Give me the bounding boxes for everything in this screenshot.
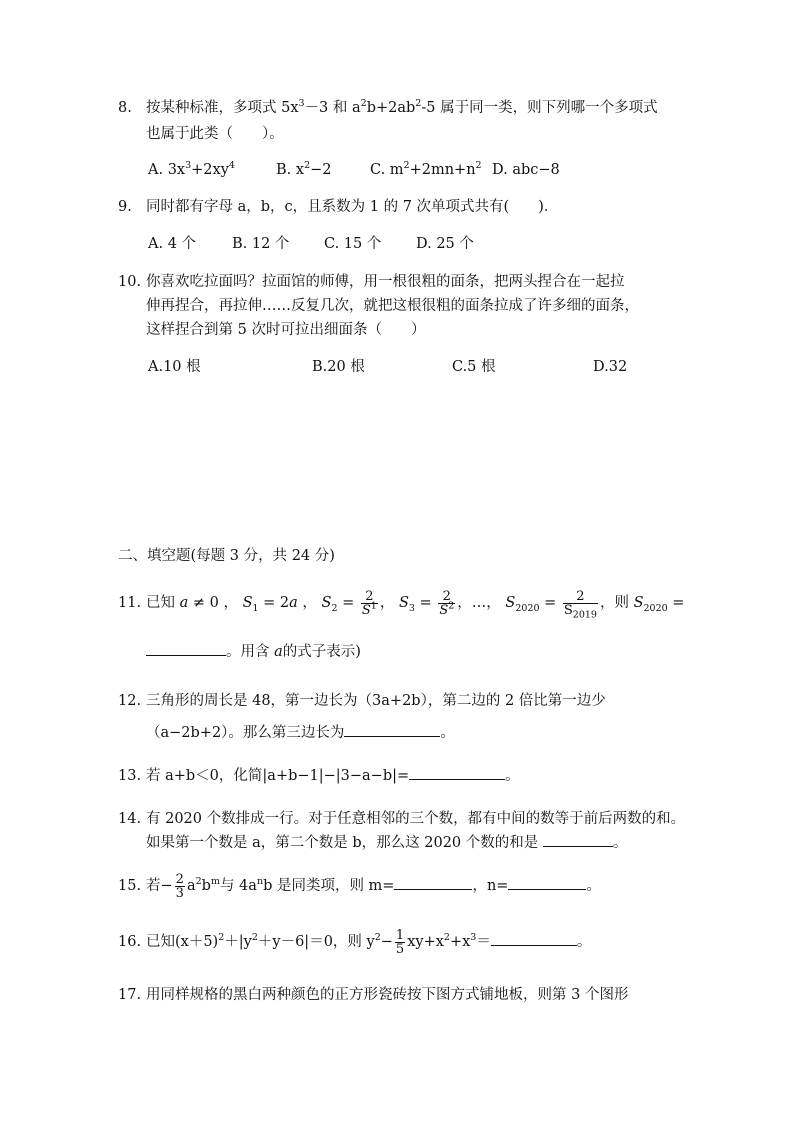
- question-14-line-1: 有 2020 个数排成一行。对于任意相邻的三个数，都有中间的数等于前后两数的和。: [146, 811, 686, 827]
- section-title: 二、填空题(每题 3 分，共 24 分): [118, 548, 335, 564]
- question-number: 15.: [118, 878, 142, 894]
- question-number: 8.: [118, 100, 132, 116]
- option-b: B.20 根: [312, 359, 365, 375]
- question-number: 14.: [118, 811, 142, 827]
- question-number: 10.: [118, 274, 142, 290]
- question-14-line-2: 如果第一个数是 a，第二个数是 b，那么这 2020 个数的和是 。: [146, 835, 628, 851]
- question-number: 11.: [118, 595, 142, 611]
- option-c: C.5 根: [452, 359, 496, 375]
- answer-blank[interactable]: [146, 654, 226, 656]
- fraction: $\frac{2}{S^2}$: [439, 588, 455, 618]
- question-12-line-1: 三角形的周长是 48，第一边长为（3a+2b），第二边的 2 倍比第一边少: [146, 693, 606, 709]
- question-number: 12.: [118, 693, 142, 709]
- answer-blank[interactable]: [491, 944, 577, 946]
- option-a: A.10 根: [148, 359, 201, 375]
- question-number: 16.: [118, 934, 142, 950]
- question-number: 13.: [118, 768, 142, 784]
- option-a: A. 4 个: [148, 236, 197, 252]
- question-10-line-3: 这样捏合到第 5 次时可拉出细面条（ ）: [146, 322, 426, 338]
- question-10-line-1: 你喜欢吃拉面吗？拉面馆的师傅，用一根很粗的面条，把两头捏合在一起拉: [146, 274, 625, 290]
- question-number: 17.: [118, 987, 142, 1003]
- question-8-line-2: 也属于此类（ ）。: [146, 126, 284, 142]
- answer-blank-n[interactable]: [508, 888, 586, 890]
- option-d: D.32: [593, 359, 628, 375]
- option-d: D. 25 个: [416, 236, 474, 252]
- answer-blank[interactable]: [409, 778, 505, 780]
- question-number: 9.: [118, 199, 132, 215]
- fraction: $\frac{2}{S_{2019}}$: [563, 588, 597, 621]
- question-8-line-1: 按某种标准，多项式 $5x^3-3$ 和 $a^2b+2ab^2-5$ 属于同一类，则下列哪一个多项式: [146, 98, 658, 116]
- question-11-line-1: 已知 a ≠ 0 ， $S_1 = 2a$ ， $S_2$ = $\frac{2}{S^1}$ ， $S_3$ = $\frac{2}{S^2}$ ，…， $S_{2020}$ = $\frac{2}{S_{2019}}$ ，则 $S_{2020}$ =: [146, 588, 685, 621]
- option-a: A. $3x^3+2xy^4$: [148, 160, 235, 178]
- question-11-line-2: 。用含 a的式子表示): [146, 642, 361, 662]
- fraction: $\frac{1}{5}$: [395, 927, 405, 957]
- question-12-line-2: （a−2b+2）。那么第三边长为 。: [146, 725, 455, 741]
- answer-blank[interactable]: [543, 845, 613, 847]
- option-b: B. 12 个: [232, 236, 290, 252]
- question-9-text: 同时都有字母 a，b，c，且系数为 1 的 7 次单项式共有( )．: [146, 199, 559, 215]
- answer-blank[interactable]: [344, 735, 440, 737]
- option-c: C. $m^2+2mn+n^2$: [370, 160, 482, 178]
- question-17-text: 用同样规格的黑白两种颜色的正方形瓷砖按下图方式铺地板，则第 3 个图形: [146, 987, 629, 1003]
- question-13-text: 若 a+b＜0，化简|a+b−1|−|3−a−b|= 。: [146, 768, 520, 784]
- option-d: D. abc−8: [492, 162, 560, 178]
- question-16-text: 已知$(x+5)^2+|y^2+y-6|=0$，则 $y^2-$ $\frac{1}{5}$ $xy+x^2+x^3=$ 。: [146, 927, 592, 957]
- question-15-text: 若− $\frac{2}{3}$ $a^2b^m$与 $4a^nb$ 是同类项，则 m= ，n= 。: [146, 871, 601, 901]
- option-c: C. 15 个: [324, 236, 382, 252]
- fraction: $\frac{2}{3}$: [175, 871, 184, 901]
- fraction: $\frac{2}{S^1}$: [361, 588, 377, 618]
- question-10-line-2: 伸再捏合，再拉伸……反复几次，就把这根很粗的面条拉成了许多细的面条，: [146, 298, 639, 314]
- option-b: B. $x^2-2$: [276, 160, 332, 178]
- answer-blank-m[interactable]: [394, 888, 472, 890]
